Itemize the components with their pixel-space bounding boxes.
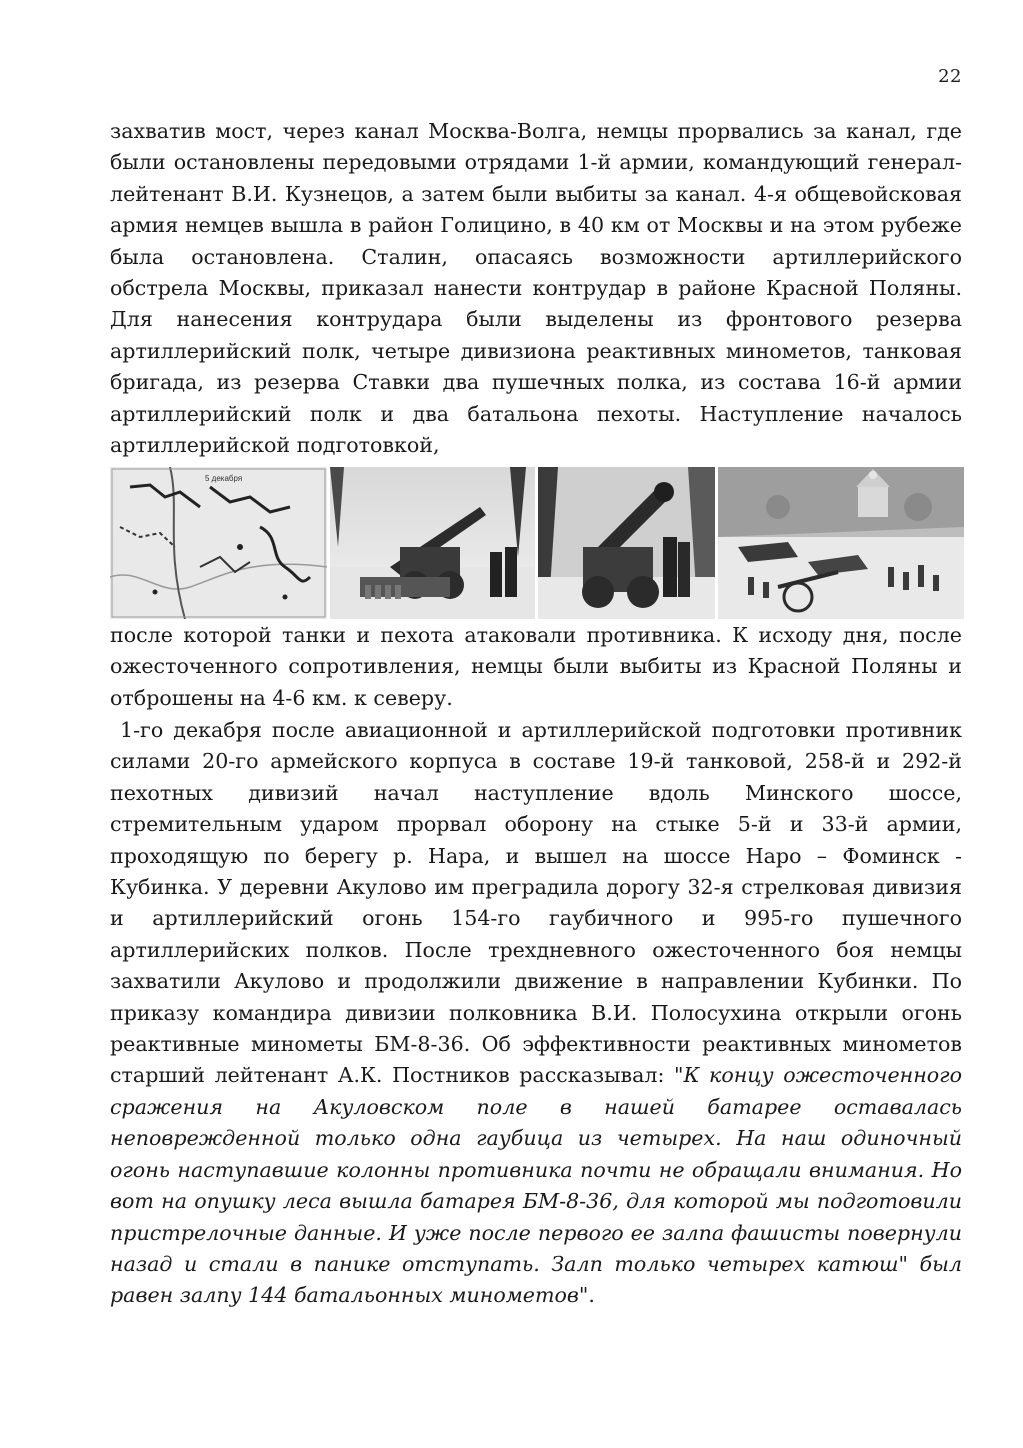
map-date-label: 5 декабря bbox=[205, 474, 243, 483]
battle-map-image bbox=[110, 467, 327, 619]
paragraph-1: захватив мост, через канал Москва-Волга, немцы прорвались за канал, где были остановлены передовыми отрядами 1-й армии, командующий генерал-лейтенант В.И. Кузнецов, а затем были выбиты за канал. 4-я общевойсковая армия немцев вышла в район Голицино, в 40 км от Москвы и на этом рубеже была остановлена. Сталин, опасаясь возможности артиллерийского обстрела Москвы, приказал нанести контрудар в районе Красной Поляны. Для нанесения контрудара были выделены из фронтового резерва артиллерийский полк, четыре дивизиона реактивных минометов, танковая бригада, из резерва Ставки два пушечных полка, из состава 16-й армии артиллерийский полк и два батальона пехоты. Наступление началось артиллерийской подготовкой, bbox=[110, 119, 962, 458]
paragraph-3 bbox=[110, 715, 962, 1312]
paragraph-3-quote: К концу ожесточенного сражения на Акуловском поле в нашей батарее оставалась неповрежденной только одна гаубица из четырех. На наш одиночный огонь наступавшие колонны противника почти не обращали внимания. Но вот на опушку леса вышла батарея БМ-8-36, для которой мы подготовили пристрелочные данные. И уже после первого ее залпа фашисты повернули назад и стали в панике отступать. Залп только четырех катюш" был равен залпу 144 батальонных минометов bbox=[110, 1063, 962, 1308]
illustration-strip bbox=[110, 467, 964, 619]
winter-battle-painting bbox=[718, 467, 964, 619]
paragraph-3-tail: ". bbox=[578, 1283, 595, 1308]
paragraph-3-text: 1-го декабря после авиационной и артиллерийской подготовки противник силами 20-го армейского корпуса в составе 19-й танковой, 258-й и 292-й пехотных дивизий начал наступление вдоль Минского шоссе, стремительным ударом прорвал оборону на стыке 5-й и 33-й армии, проходящую по берегу р. Нара, и вышел на шоссе Наро – Фоминск - Кубинка. У деревни Акулово им преградила дорогу 32-я стрелковая дивизия и артиллерийский огонь 154-го гаубичного и 995-го пушечного артиллерийских полков. После трехдневного ожесточенного боя немцы захватили Акулово и продолжили движение в направлении Кубинки. По приказу командира дивизии полковника В.И. Полосухина открыли огонь реактивные минометы БМ-8-36. Об эффективности реактивных минометов старший лейтенант А.К. Постников рассказывал: " bbox=[110, 718, 962, 1088]
paragraph-2: после которой танки и пехота атаковали противника. К исходу дня, после ожесточенного сопротивления, немцы были выбиты из Красной Поляны и отброшены на 4-6 км. к северу. bbox=[110, 623, 962, 710]
page-number: 22 bbox=[938, 66, 962, 87]
howitzer-photo bbox=[538, 467, 715, 619]
artillery-crew-photo bbox=[330, 467, 535, 619]
